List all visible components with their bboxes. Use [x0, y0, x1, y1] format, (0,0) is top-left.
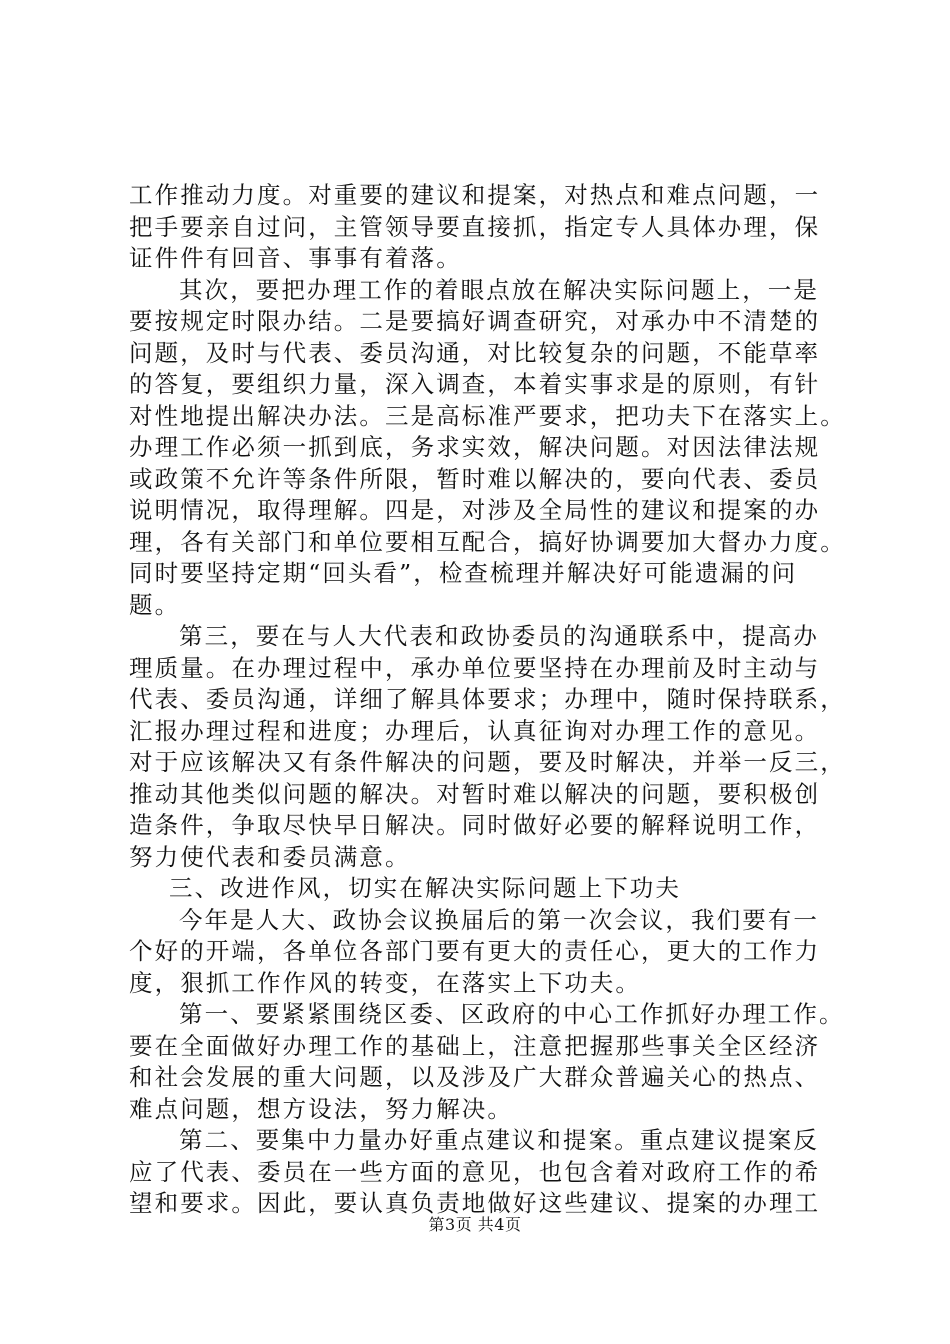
text-line: 办理工作必须一抓到底，务求实效，解决问题。对因法律法规 [129, 433, 821, 461]
text-line: 说明情况，取得理解。四是，对涉及全局性的建议和提案的办 [129, 496, 821, 524]
text-line: 应了代表、委员在一些方面的意见，也包含着对政府工作的希 [129, 1157, 821, 1186]
text-line: 把手要亲自过问，主管领导要直接抓，指定专人具体办理，保 [129, 212, 821, 241]
text-line: 其次，要把办理工作的着眼点放在解决实际问题上，一是 [179, 275, 819, 304]
page-footer: 第3页 共4页 [428, 1215, 522, 1234]
text-line: 望和要求。因此，要认真负责地做好这些建议、提案的办理工 [129, 1189, 821, 1217]
text-line: 同时要坚持定期“回头看”，检查梳理并解决好可能遗漏的问 [129, 559, 798, 587]
text-line: 第二、要集中力量办好重点建议和提案。重点建议提案反 [179, 1126, 819, 1154]
text-line: 造条件，争取尽快早日解决。同时做好必要的解释说明工作， [129, 811, 821, 839]
text-line: 要按规定时限办结。二是要搞好调查研究，对承办中不清楚的 [129, 307, 821, 335]
text-line: 证件件有回音、事事有着落。 [129, 244, 462, 272]
section-heading: 三、改进作风，切实在解决实际问题上下功夫 [169, 874, 681, 902]
text-line: 要在全面做好办理工作的基础上，注意把握那些事关全区经济 [129, 1031, 821, 1060]
text-line: 理，各有关部门和单位要相互配合，搞好协调要加大督办力度。 [129, 527, 846, 556]
text-line: 汇报办理过程和进度；办理后，认真征询对办理工作的意见。 [129, 716, 821, 745]
body-text [129, 180, 845, 1220]
text-line: 努力使代表和委员满意。 [129, 842, 411, 871]
text-line: 问题，及时与代表、委员沟通，对比较复杂的问题，不能草率 [129, 338, 821, 367]
text-line: 今年是人大、政协会议换届后的第一次会议，我们要有一 [179, 905, 819, 934]
text-line: 推动其他类似问题的解决。对暂时难以解决的问题，要积极创 [129, 779, 821, 808]
text-line: 对于应该解决又有条件解决的问题，要及时解决，并举一反三， [129, 748, 846, 776]
text-line: 的答复，要组织力量，深入调查，本着实事求是的原则，有针 [129, 370, 821, 398]
text-line: 理质量。在办理过程中，承办单位要坚持在办理前及时主动与 [129, 653, 821, 682]
text-line: 个好的开端，各单位各部门要有更大的责任心，更大的工作力 [129, 937, 821, 965]
text-line: 和社会发展的重大问题，以及涉及广大群众普遍关心的热点、 [129, 1063, 821, 1091]
text-line: 第一、要紧紧围绕区委、区政府的中心工作抓好办理工作。 [179, 1000, 845, 1028]
text-line: 工作推动力度。对重要的建议和提案，对热点和难点问题，一 [129, 181, 821, 209]
text-line: 对性地提出解决办法。三是高标准严要求，把功夫下在落实上。 [129, 401, 846, 430]
text-line: 或政策不允许等条件所限，暂时难以解决的，要向代表、委员 [129, 464, 821, 493]
text-line: 第三，要在与人大代表和政协委员的沟通联系中，提高办 [179, 622, 819, 650]
text-line: 代表、委员沟通，详细了解具体要求；办理中，随时保持联系， [129, 685, 846, 713]
text-line: 题。 [129, 590, 181, 619]
text-line: 难点问题，想方设法，努力解决。 [129, 1094, 513, 1123]
text-line: 度，狠抓工作作风的转变，在落实上下功夫。 [129, 968, 641, 997]
